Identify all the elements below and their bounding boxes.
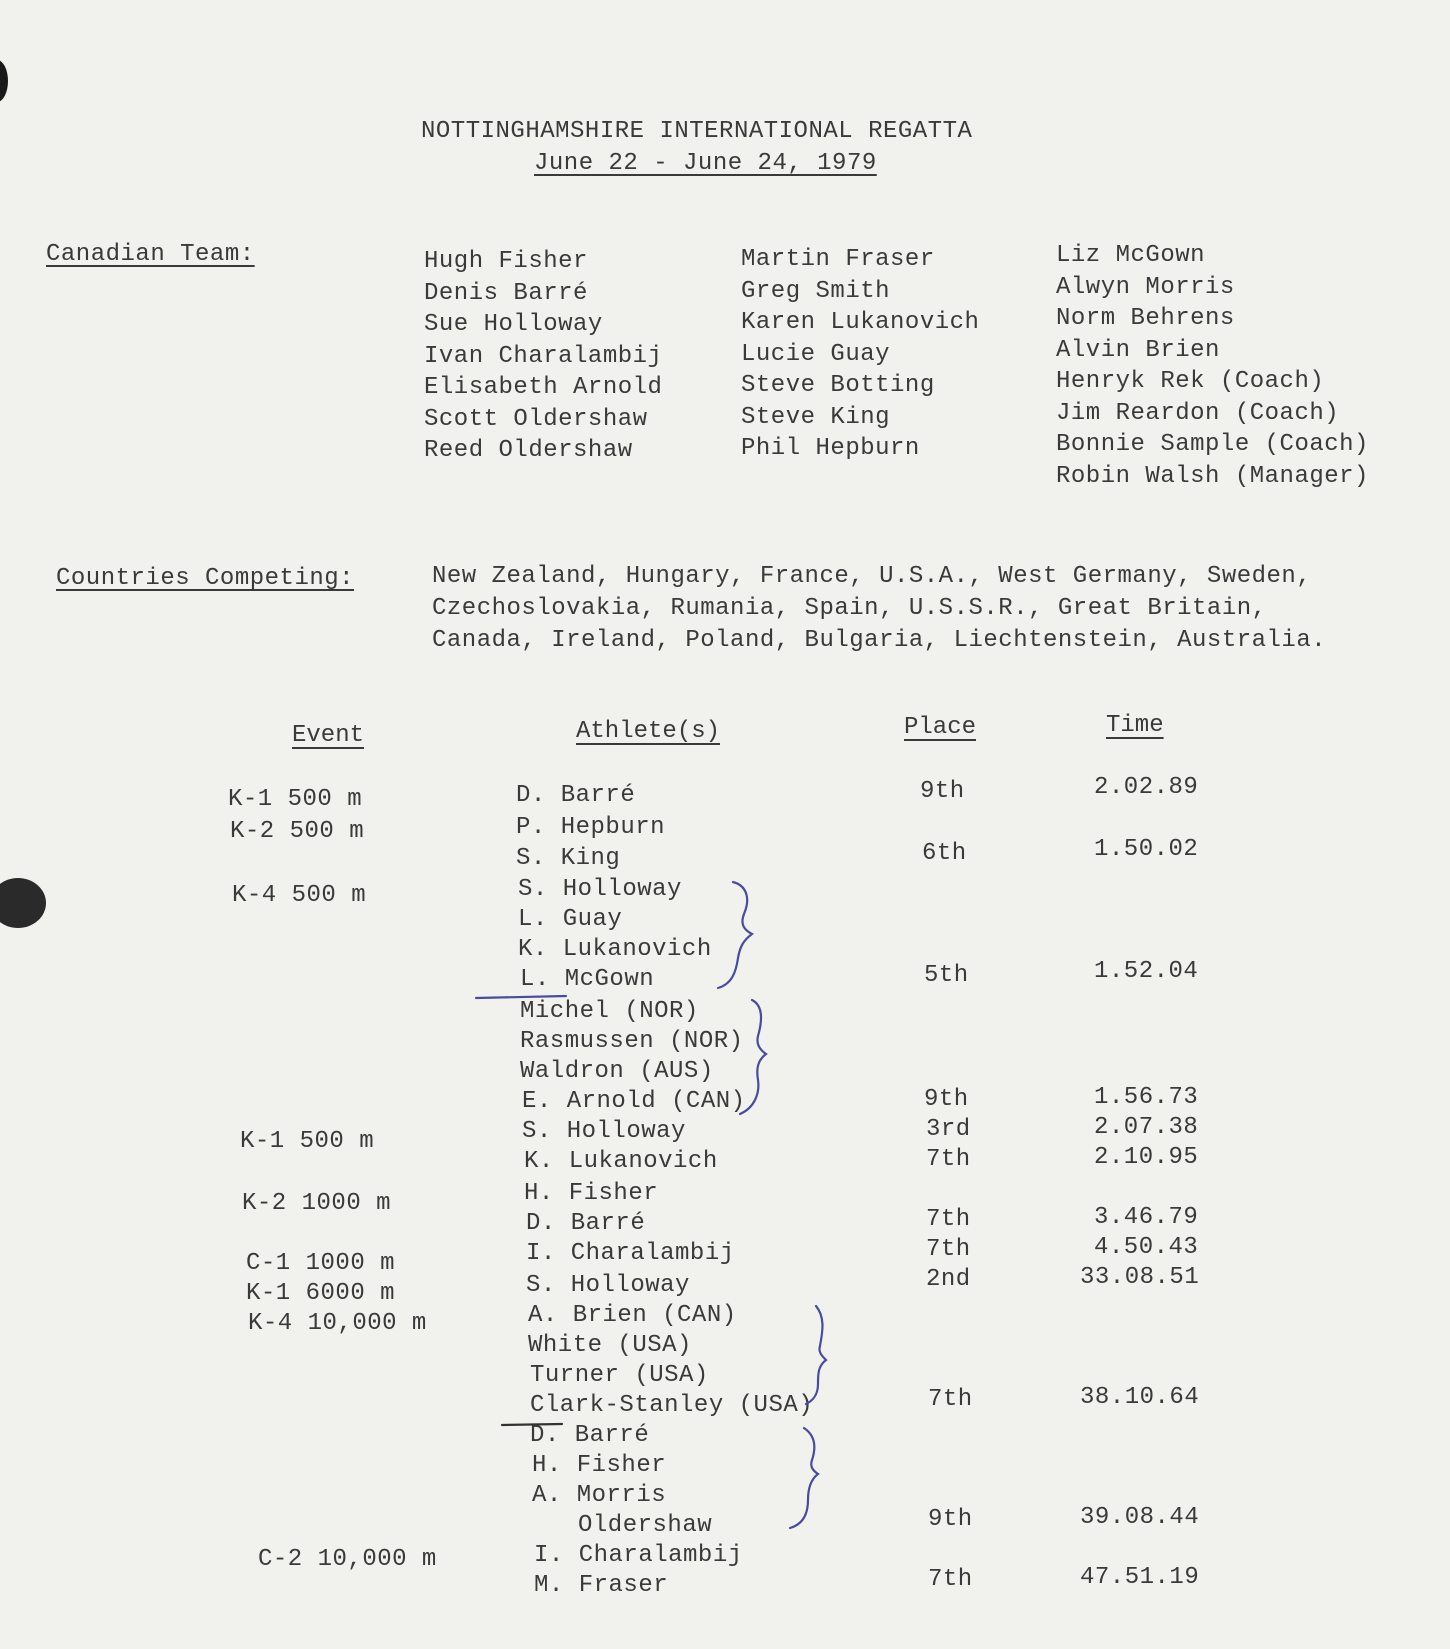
team-member: Steve Botting	[741, 372, 935, 399]
team-member: Robin Walsh (Manager)	[1056, 462, 1369, 490]
team-member: Hugh Fisher	[424, 248, 588, 275]
event-cell: K-4 10,000 m	[248, 1310, 427, 1337]
team-member: Reed Oldershaw	[424, 437, 633, 464]
header-time: Time	[1106, 712, 1164, 739]
header-athletes: Athlete(s)	[576, 718, 721, 745]
brace-k4-mixed	[740, 1000, 766, 1114]
athlete-cell: K. Lukanovich	[524, 1148, 718, 1175]
team-member: Ivan Charalambij	[424, 342, 663, 370]
place-cell: 7th	[928, 1386, 973, 1413]
place-cell: 6th	[922, 840, 967, 867]
team-member: Karen Lukanovich	[741, 309, 980, 336]
athlete-cell: Turner (USA)	[530, 1362, 709, 1389]
place-cell: 5th	[924, 962, 969, 989]
time-cell: 39.08.44	[1080, 1504, 1200, 1531]
athlete-cell: Waldron (AUS)	[520, 1058, 714, 1085]
time-cell: 3.46.79	[1094, 1204, 1199, 1231]
team-member: Scott Oldershaw	[424, 405, 648, 433]
countries-label: Countries Competing:	[56, 565, 355, 592]
athlete-cell: H. Fisher	[524, 1180, 659, 1207]
team-member: Lucie Guay	[741, 340, 891, 368]
athlete-cell: D. Barré	[530, 1422, 650, 1449]
athlete-cell: Rasmussen (NOR)	[520, 1028, 744, 1055]
place-cell: 9th	[928, 1506, 973, 1533]
athlete-cell: A. Morris	[532, 1482, 667, 1509]
separator-line-2	[502, 1424, 562, 1425]
time-cell: 2.02.89	[1094, 774, 1199, 801]
countries-line: New Zealand, Hungary, France, U.S.A., West Germany, Sweden,	[432, 563, 1312, 590]
athlete-cell: L. McGown	[520, 966, 655, 993]
team-member: Norm Behrens	[1056, 305, 1235, 332]
time-cell: 1.50.02	[1094, 836, 1199, 863]
time-cell: 1.52.04	[1094, 958, 1199, 985]
event-cell: K-2 500 m	[230, 818, 365, 845]
team-member: Henryk Rek (Coach)	[1056, 368, 1325, 395]
brace-k4-10000-mixed	[806, 1306, 826, 1404]
place-cell: 3rd	[926, 1116, 971, 1143]
team-member: Sue Holloway	[424, 311, 603, 338]
team-member: Steve King	[741, 403, 891, 431]
place-cell: 7th	[928, 1566, 973, 1593]
team-member: Liz McGown	[1056, 242, 1206, 269]
team-member: Greg Smith	[741, 277, 891, 305]
athlete-cell: D. Barré	[516, 782, 636, 809]
team-member: Alwyn Morris	[1056, 273, 1235, 301]
time-cell: 2.07.38	[1094, 1114, 1199, 1141]
place-cell: 9th	[924, 1086, 969, 1113]
athlete-cell: White (USA)	[528, 1332, 692, 1359]
time-cell: 2.10.95	[1094, 1144, 1199, 1171]
time-cell: 38.10.64	[1080, 1384, 1200, 1411]
athlete-cell: Michel (NOR)	[520, 998, 699, 1025]
athlete-cell: I. Charalambij	[526, 1240, 735, 1267]
time-cell: 47.51.19	[1080, 1564, 1200, 1591]
place-cell: 7th	[926, 1146, 971, 1173]
event-cell: K-1 6000 m	[246, 1280, 396, 1307]
team-member: Jim Reardon (Coach)	[1056, 399, 1340, 427]
athlete-cell: S. Holloway	[526, 1272, 690, 1299]
team-member: Phil Hepburn	[741, 435, 920, 462]
countries-line: Czechoslovakia, Rumania, Spain, U.S.S.R., Great Britain,	[432, 595, 1267, 622]
header-event: Event	[292, 722, 365, 749]
event-cell: K-1 500 m	[228, 786, 363, 813]
event-cell: C-2 10,000 m	[258, 1546, 437, 1573]
athlete-cell: P. Hepburn	[516, 814, 666, 841]
team-member: Bonnie Sample (Coach)	[1056, 431, 1369, 458]
athlete-cell: S. Holloway	[518, 876, 682, 903]
event-cell: K-4 500 m	[232, 882, 367, 909]
time-cell: 1.56.73	[1094, 1084, 1199, 1111]
athlete-cell: D. Barré	[526, 1210, 646, 1237]
time-cell: 4.50.43	[1094, 1234, 1199, 1261]
team-member: Elisabeth Arnold	[424, 374, 663, 401]
team-label: Canadian Team:	[46, 241, 255, 268]
place-cell: 9th	[920, 778, 965, 805]
athlete-cell: M. Fraser	[534, 1572, 669, 1599]
team-member: Denis Barré	[424, 279, 588, 307]
countries-line: Canada, Ireland, Poland, Bulgaria, Liechtenstein, Australia.	[432, 627, 1327, 654]
brace-k4-canada	[718, 882, 752, 988]
athlete-cell: E. Arnold (CAN)	[522, 1088, 746, 1115]
athlete-cell: I. Charalambij	[534, 1542, 743, 1569]
brace-k4-10000-canada	[790, 1428, 818, 1528]
athlete-cell: S. Holloway	[522, 1118, 686, 1145]
athlete-cell: L. Guay	[518, 906, 623, 933]
event-cell: K-1 500 m	[240, 1128, 375, 1155]
athlete-cell: Oldershaw	[578, 1512, 713, 1539]
place-cell: 2nd	[926, 1266, 971, 1293]
place-cell: 7th	[926, 1206, 971, 1233]
event-cell: K-2 1000 m	[242, 1190, 392, 1217]
team-member: Alvin Brien	[1056, 336, 1220, 364]
header-place: Place	[904, 714, 977, 741]
athlete-cell: A. Brien (CAN)	[528, 1302, 737, 1329]
document-title: NOTTINGHAMSHIRE INTERNATIONAL REGATTA	[421, 118, 973, 145]
athlete-cell: Clark-Stanley (USA)	[530, 1392, 814, 1419]
separator-line-1	[476, 996, 566, 998]
event-cell: C-1 1000 m	[246, 1250, 396, 1277]
athlete-cell: H. Fisher	[532, 1452, 667, 1479]
document-dates: June 22 - June 24, 1979	[534, 150, 877, 177]
athlete-cell: K. Lukanovich	[518, 936, 712, 963]
team-member: Martin Fraser	[741, 246, 935, 273]
place-cell: 7th	[926, 1236, 971, 1263]
time-cell: 33.08.51	[1080, 1264, 1200, 1291]
athlete-cell: S. King	[516, 845, 621, 872]
